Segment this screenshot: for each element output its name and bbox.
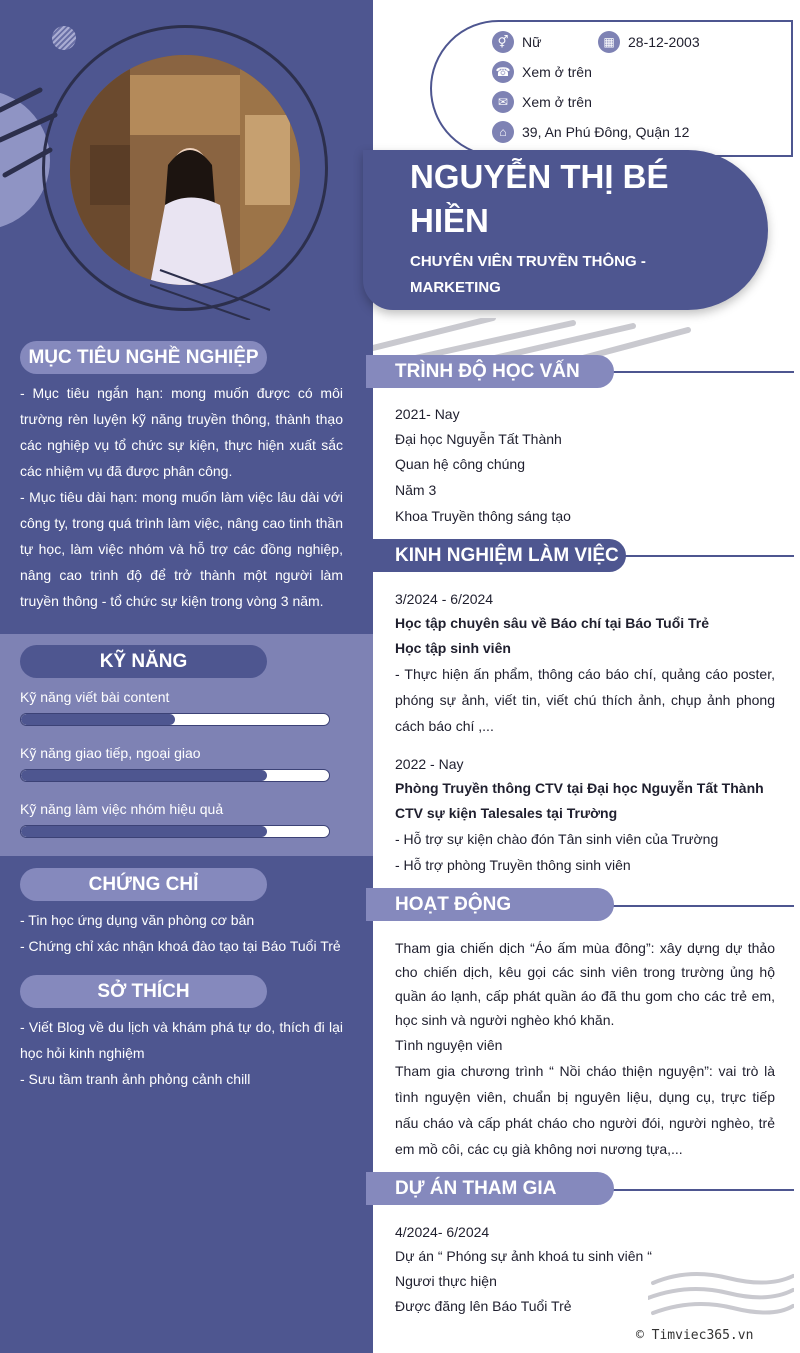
project-period: 4/2024- 6/2024	[395, 1224, 490, 1240]
profile-photo	[70, 55, 300, 285]
decorative-hatch-dot	[52, 26, 76, 50]
job-period: 3/2024 - 6/2024	[395, 591, 494, 607]
section-line	[610, 555, 794, 557]
hobby-item: - Viết Blog về du lịch và khám phá tự do, thích đi lại học hỏi kinh nghiệm	[20, 1019, 343, 1061]
job-company: Phòng Truyền thông CTV tại Đại học Nguyễn Tất Thành	[395, 780, 764, 796]
email-value: Xem ở trên	[522, 94, 592, 110]
skill-label: Kỹ năng viết bài content	[20, 689, 170, 705]
project-role: Ngươi thực hiện	[395, 1273, 497, 1289]
objective-short-term: - Mục tiêu ngắn hạn: mong muốn được có môi trường rèn luyện kỹ năng truyền thông, thành thạo các nghiệp vụ tổ chức sự kiện, thực hiện xuất sắc các nhiệm vụ đã được phân công.	[20, 385, 343, 479]
education-heading: TRÌNH ĐỘ HỌC VẤN	[366, 355, 614, 388]
education-faculty: Khoa Truyền thông sáng tạo	[395, 508, 571, 524]
birthday-value: 28-12-2003	[628, 34, 700, 50]
job-period: 2022 - Nay	[395, 756, 464, 772]
gender-icon: ⚥	[492, 31, 514, 53]
section-line	[600, 1189, 794, 1191]
skill-bar	[20, 713, 330, 726]
section-line	[600, 371, 794, 373]
education-year: Năm 3	[395, 482, 437, 498]
job-company: Học tập chuyên sâu về Báo chí tại Báo Tuổi Trẻ	[395, 615, 710, 631]
contact-address	[492, 121, 689, 143]
activity-paragraph: Tham gia chiến dịch “Áo ấm mùa đông”: xây dựng dự thảo cho chiến dịch, kêu gọi các sinh viên trong trường ủng hộ quần áo lạnh, cấp phát quần áo đã thu gom cho các trẻ em, học sinh và người nghèo khó khăn.	[395, 940, 775, 1028]
education-major: Quan hệ công chúng	[395, 456, 525, 472]
job-description: - Hỗ trợ sự kiện chào đón Tân sinh viên của Trường	[395, 831, 719, 847]
section-line	[600, 905, 794, 907]
skill-label: Kỹ năng làm việc nhóm hiệu quả	[20, 801, 224, 817]
contact-gender	[492, 31, 541, 53]
education-period: 2021- Nay	[395, 406, 460, 422]
skill-bar	[20, 825, 330, 838]
hobbies-heading: SỞ THÍCH	[20, 975, 267, 1008]
contact-email	[492, 91, 592, 113]
activity-role: Tình nguyện viên	[395, 1037, 503, 1053]
job-role: CTV sự kiện Talesales tại Trường	[395, 805, 618, 821]
projects-heading: DỰ ÁN THAM GIA	[366, 1172, 614, 1205]
certificate-item: - Tin học ứng dụng văn phòng cơ bản	[20, 912, 255, 928]
education-school: Đại học Nguyễn Tất Thành	[395, 431, 562, 447]
activity-paragraph: Tham gia chương trình “ Nồi cháo thiện nguyện”: vai trò là tình nguyện viên, chuẩn bị nguyên liệu, dụng cụ, trực tiếp nấu cháo và cấp phát cháo cho người đói, người nghèo, trẻ em mồ côi, các cụ già không nơi nương tựa,...	[395, 1063, 775, 1157]
job-title: CHUYÊN VIÊN TRUYỀN THÔNG - MARKETING	[410, 253, 646, 296]
contact-phone	[492, 61, 592, 83]
gender-value: Nữ	[522, 34, 542, 50]
skill-bar-fill	[21, 826, 267, 837]
phone-icon: ☎	[492, 61, 514, 83]
calendar-icon: ▦	[598, 31, 620, 53]
certificates-heading: CHỨNG CHỈ	[20, 868, 267, 901]
experience-heading: KINH NGHIỆM LÀM VIỆC	[366, 539, 626, 572]
job-description: - Thực hiện ấn phẩm, thông cáo báo chí, quảng cáo poster, phóng sự ảnh, viết tin, viết chú thích ảnh, chụp ảnh phong cách báo chí ,...	[395, 666, 775, 734]
job-role: Học tập sinh viên	[395, 640, 511, 656]
skill-bar	[20, 769, 330, 782]
skill-bar-fill	[21, 714, 175, 725]
project-result: Được đăng lên Báo Tuổi Trẻ	[395, 1298, 572, 1314]
wave-decoration	[648, 1268, 794, 1328]
home-icon: ⌂	[492, 121, 514, 143]
objective-heading: MỤC TIÊU NGHỀ NGHIỆP	[20, 341, 267, 374]
skills-heading: KỸ NĂNG	[20, 645, 267, 678]
activities-heading: HOẠT ĐỘNG	[366, 888, 614, 921]
objective-long-term: - Mục tiêu dài hạn: mong muốn làm việc lâu dài với công ty, trong quá trình làm việc, nâng cao tinh thần tự học, làm việc nhóm và hỗ trợ các đồng nghiệp, nâng cao trình độ để trở thành một người làm truyền thông - tổ chức sự kiện trong vòng 3 năm.	[20, 489, 343, 609]
left-sidebar	[0, 0, 373, 1353]
contact-birthday	[598, 31, 700, 53]
project-name: Dự án “ Phóng sự ảnh khoá tu sinh viên “	[395, 1248, 652, 1264]
job-description: - Hỗ trợ phòng Truyền thông sinh viên	[395, 857, 631, 873]
phone-value: Xem ở trên	[522, 64, 592, 80]
stamp-lines-decoration	[150, 260, 310, 320]
skill-bar-fill	[21, 770, 267, 781]
email-icon: ✉	[492, 91, 514, 113]
skill-label: Kỹ năng giao tiếp, ngoại giao	[20, 745, 201, 761]
copyright: © Timviec365.vn	[636, 1328, 754, 1343]
hobby-item: - Sưu tầm tranh ảnh phỏng cảnh chill	[20, 1071, 251, 1087]
certificate-item: - Chứng chỉ xác nhận khoá đào tạo tại Báo Tuổi Trẻ	[20, 938, 341, 954]
address-value: 39, An Phú Đông, Quận 12	[522, 124, 690, 140]
candidate-name: NGUYỄN THỊ BÉ HIỀN	[410, 158, 669, 239]
